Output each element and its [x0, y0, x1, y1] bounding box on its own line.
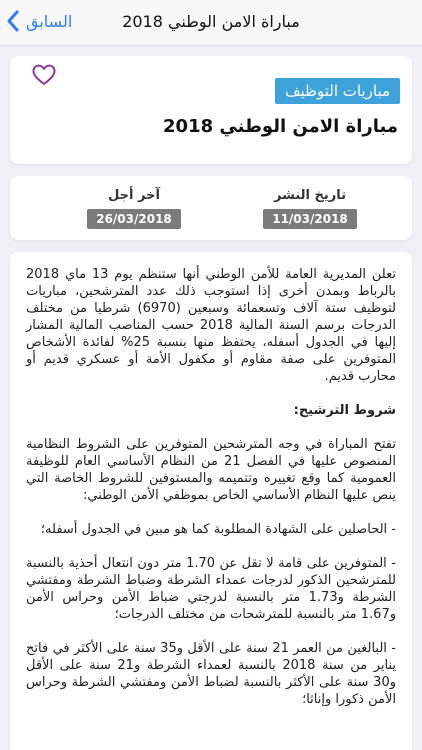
deadline-date-value: 26/03/2018 [87, 209, 181, 229]
conditions-intro-paragraph: تفتح المباراة في وجه المترشحين المتوفرين على الشروط النظامية المنصوص عليها في الفصل 21 من النظام الأساسي العام للوظيفة العمومية كما وقع تغييره وتتميمه والمستوفين للشروط الخاصة التي ينص عليها النظام الأساسي الخاص بموظفي الأمن الوطني: [26, 437, 396, 503]
deadline-date [84, 188, 184, 229]
publish-date-value: 11/03/2018 [263, 209, 357, 229]
deadline-date-label: آخر أجل [108, 188, 160, 203]
heart-outline-icon[interactable] [32, 64, 56, 86]
announcement-body-card [10, 252, 412, 750]
conditions-heading: شروط الترشيح: [293, 403, 396, 418]
navigation-bar [0, 0, 422, 46]
back-button-label[interactable]: السابق [26, 11, 73, 31]
dates-card [10, 176, 412, 240]
condition-item: - الحاصلين على الشهادة المطلوبة كما هو مبين في الجدول أسفله؛ [40, 522, 396, 537]
publish-date-label: تاريخ النشر [274, 188, 346, 203]
job-title: مباراة الامن الوطني 2018 [163, 116, 398, 137]
publish-date [260, 188, 360, 229]
condition-item: - البالغين من العمر 21 سنة على الأقل و35 سنة على الأكثر في فاتح يناير من سنة 2018 بالنسبة لعمداء الشرطة و21 سنة على الأقل و30 سنة على الأكثر بالنسبة لضباط الأمن ومفتشي الشرطة وحراس الأمن ذكورا وإناثا؛ [26, 641, 396, 707]
category-badge[interactable]: مباريات التوظيف [275, 78, 400, 104]
intro-paragraph: تعلن المديرية العامة للأمن الوطني أنها ستنظم يوم 13 ماي 2018 بالرباط وبمدن أخرى إذا استوجب ذلك عدد المترشحين، مباريات لتوظيف ستة آلاف وتسعمائة وسبعين (6970) شرطيا من مختلف الدرجات برسم السنة المالية 2018 حسب المناصب المالية المشار إليها في الجدول أسفله، يحتفظ منها بنسبة 25% لفائدة الأشخاص المتوفرين على صفة مقاوم أو مكفول الأمة أو عسكري قديم أو محارب قديم. [26, 267, 396, 384]
announcement-text [26, 266, 396, 708]
condition-item: - المتوفرين على قامة لا تقل عن 1.70 متر دون انتعال أحذية بالنسبة للمترشحين الذكور لدرجات عمداء الشرطة وضباط الشرطة ومفتشي الشرطة و1.73 متر بالنسبة لدرجتي ضباط الأمن وحراس الأمن و1.67 متر بالنسبة للمترشحات من مختلف الدرجات؛ [26, 556, 396, 622]
page-title: مباراة الامن الوطني 2018 [122, 12, 300, 31]
job-header-card [10, 56, 412, 164]
